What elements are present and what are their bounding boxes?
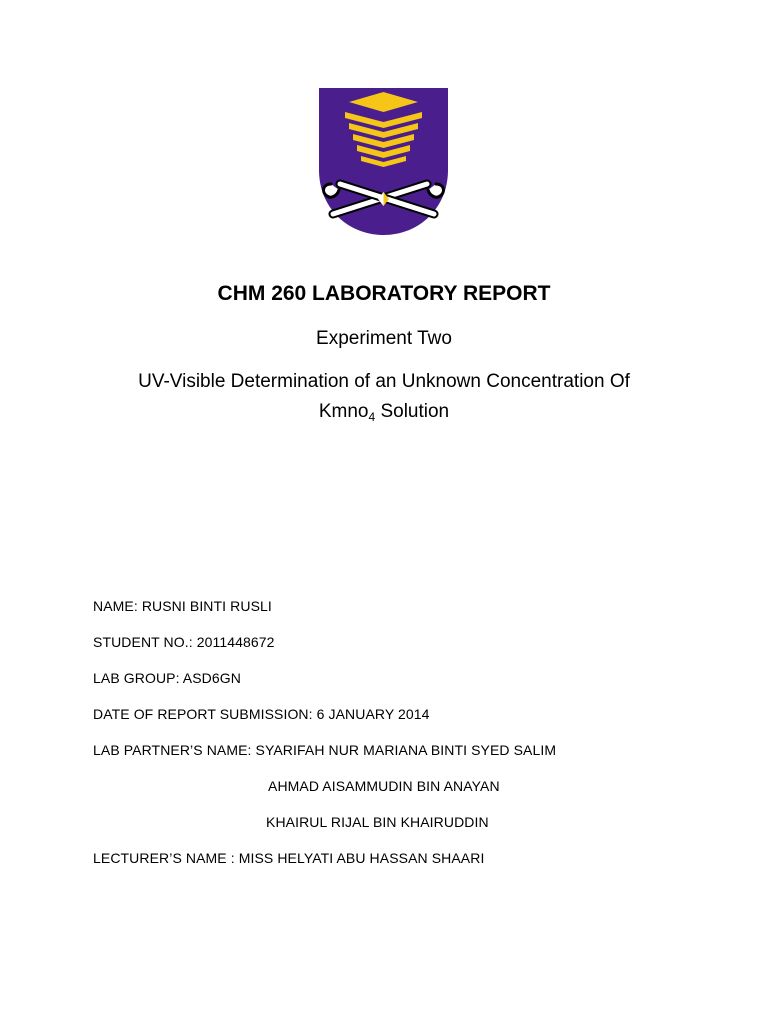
university-crest-icon bbox=[319, 88, 448, 235]
lab-group: LAB GROUP: ASD6GN bbox=[93, 670, 241, 686]
student-name: NAME: RUSNI BINTI RUSLI bbox=[93, 598, 272, 614]
experiment-subject-line-2 bbox=[0, 401, 768, 424]
student-number: STUDENT NO.: 2011448672 bbox=[93, 634, 275, 650]
experiment-subject-line-1: UV-Visible Determination of an Unknown Concentration Of bbox=[138, 371, 630, 392]
submission-date: DATE OF REPORT SUBMISSION: 6 JANUARY 2014 bbox=[93, 706, 430, 722]
formula-subscript: 4 bbox=[368, 410, 376, 424]
lab-partner-1: LAB PARTNER’S NAME: SYARIFAH NUR MARIANA BINTI SYED SALIM bbox=[93, 742, 557, 758]
lab-partner-2: AHMAD AISAMMUDIN BIN ANAYAN bbox=[268, 778, 500, 794]
lecturer-name: LECTURER’S NAME : MISS HELYATI ABU HASSAN SHAARI bbox=[93, 850, 485, 866]
report-title: CHM 260 LABORATORY REPORT bbox=[217, 282, 551, 305]
lab-partner-3: KHAIRUL RIJAL BIN KHAIRUDDIN bbox=[266, 814, 489, 830]
formula-text: Kmno bbox=[318, 401, 369, 422]
formula-suffix: Solution bbox=[375, 401, 450, 422]
experiment-number: Experiment Two bbox=[316, 328, 452, 349]
